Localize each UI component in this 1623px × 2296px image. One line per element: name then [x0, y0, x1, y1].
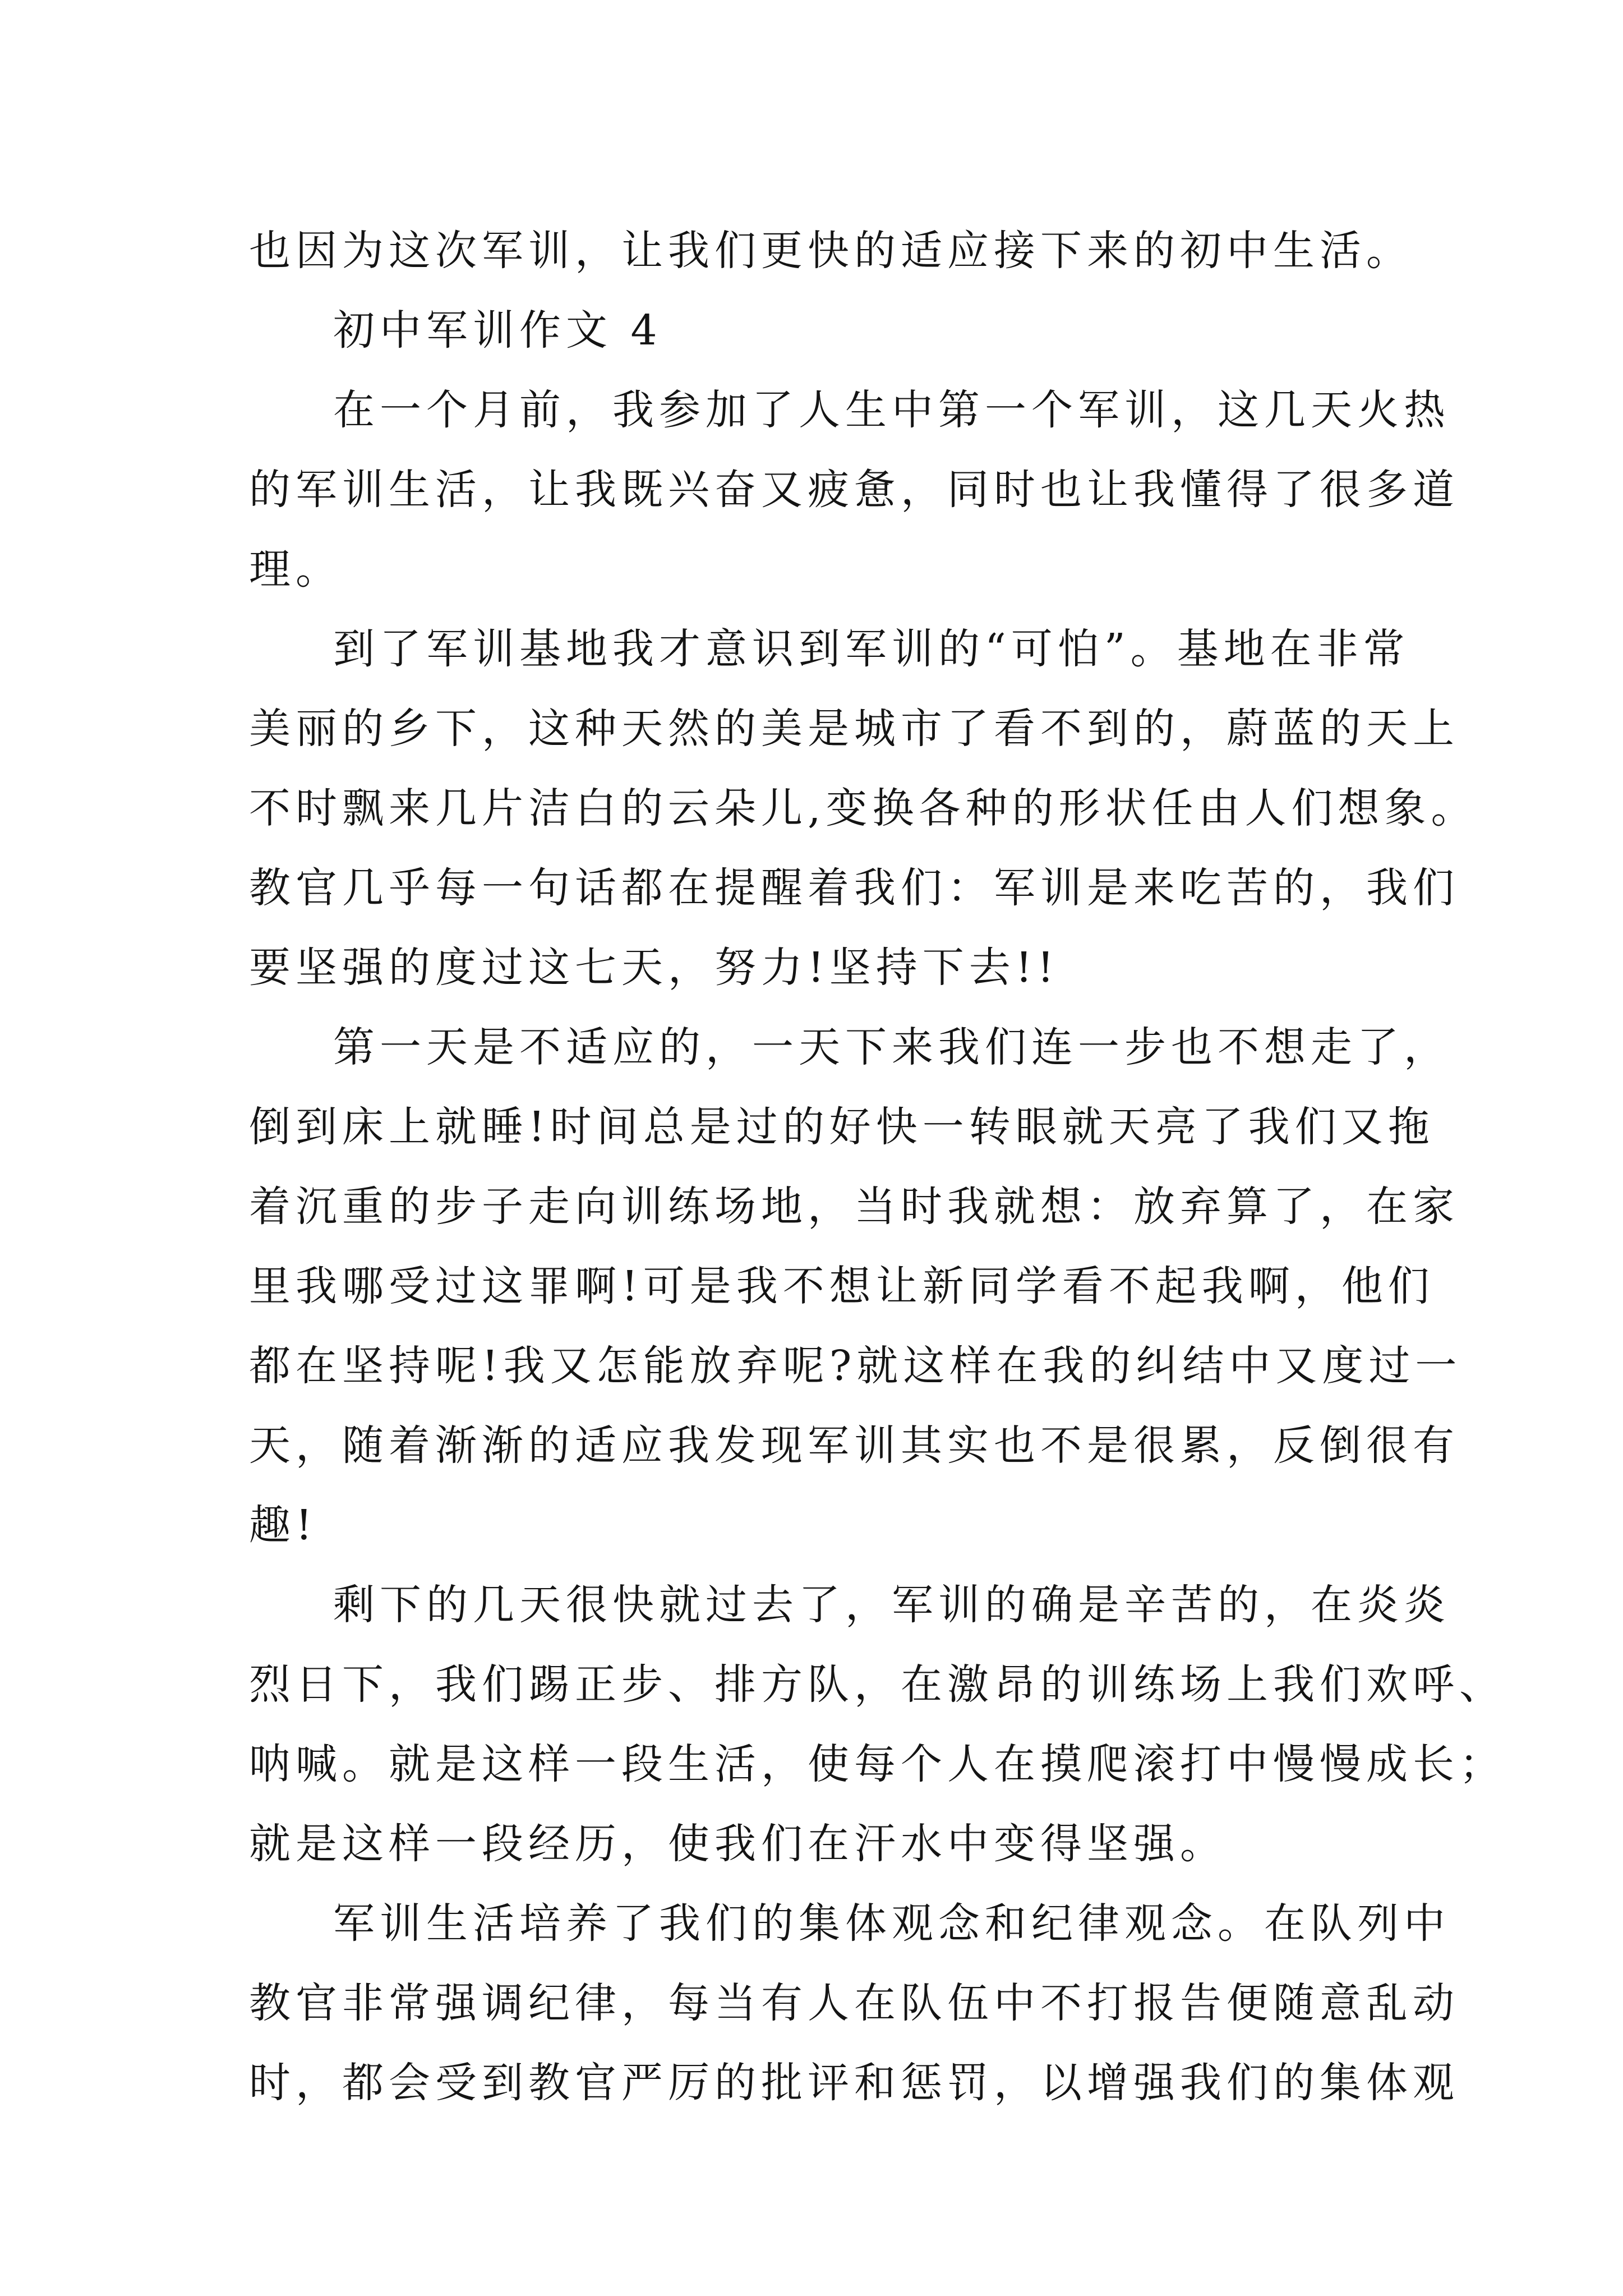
- text-line: 趣!: [249, 1501, 317, 1549]
- text-line: 第一天是不适应的，一天下来我们连一步也不想走了，: [333, 1023, 1450, 1071]
- text-line: 也因为这次军训，让我们更快的适应接下来的初中生活。: [249, 227, 1413, 275]
- text-line: 到了军训基地我才意识到军训的“可怕”。基地在非常: [333, 625, 1410, 673]
- text-line: 都在坚持呢!我又怎能放弃呢?就这样在我的纠结中又度过一: [249, 1342, 1462, 1390]
- text-line: 着沉重的步子走向训练场地，当时我就想：放弃算了，在家: [249, 1182, 1459, 1231]
- text-line: 在一个月前，我参加了人生中第一个军训，这几天火热: [333, 386, 1450, 434]
- text-line: 教官非常强调纪律，每当有人在队伍中不打报告便随意乱动: [249, 1979, 1459, 2027]
- text-line: 天，随着渐渐的适应我发现军训其实也不是很累，反倒很有: [249, 1421, 1459, 1470]
- text-line: 倒到床上就睡!时间总是过的好快一转眼就天亮了我们又拖: [249, 1103, 1435, 1151]
- text-line: 要坚强的度过这七天，努力!坚持下去!!: [249, 944, 1059, 992]
- text-line: 呐喊。就是这样一段生活，使每个人在摸爬滚打中慢慢成长；: [249, 1740, 1506, 1788]
- text-line: 教官几乎每一句话都在提醒着我们：军训是来吃苦的，我们: [249, 864, 1459, 912]
- text-line: 烈日下，我们踢正步、排方队，在激昂的训练场上我们欢呼、: [249, 1660, 1506, 1709]
- text-line: 军训生活培养了我们的集体观念和纪律观念。在队列中: [333, 1899, 1450, 1948]
- text-line: 剩下的几天很快就过去了，军训的确是辛苦的，在炎炎: [333, 1581, 1450, 1629]
- text-line: 的军训生活，让我既兴奋又疲惫，同时也让我懂得了很多道: [249, 466, 1459, 514]
- text-line: 里我哪受过这罪啊!可是我不想让新同学看不起我啊，他们: [249, 1262, 1435, 1310]
- document-body: [249, 211, 1506, 2123]
- text-line: 就是这样一段经历，使我们在汗水中变得坚强。: [249, 1820, 1227, 1868]
- text-line: 不时飘来几片洁白的云朵儿,变换各种的形状任由人们想象。: [249, 784, 1478, 832]
- text-line: 美丽的乡下，这种天然的美是城市了看不到的，蔚蓝的天上: [249, 705, 1459, 753]
- text-line: 理。: [249, 545, 342, 593]
- section-heading: 初中军训作文 4: [333, 306, 662, 355]
- text-line: 时，都会受到教官严厉的批评和惩罚，以增强我们的集体观: [249, 2059, 1459, 2107]
